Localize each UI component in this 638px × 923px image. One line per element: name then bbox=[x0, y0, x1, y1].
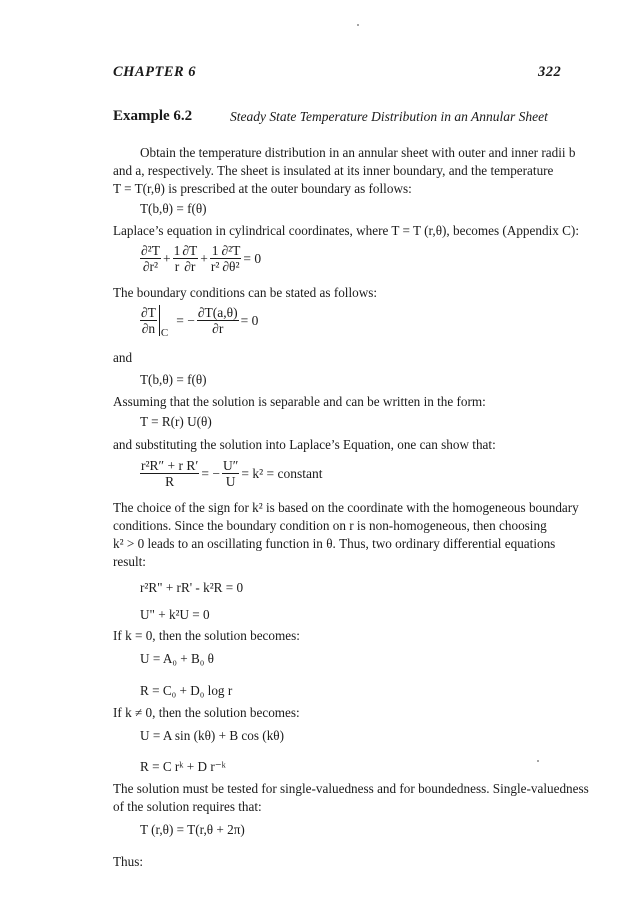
ode-u: U" + k²U = 0 bbox=[140, 607, 210, 622]
denominator: R bbox=[165, 474, 175, 489]
denominator: ∂r bbox=[212, 321, 224, 336]
page-number: 322 bbox=[538, 64, 562, 80]
contour-subscript: C bbox=[160, 327, 169, 339]
fraction bbox=[210, 243, 221, 274]
single-line-2: of the solution requires that: bbox=[113, 799, 262, 814]
intro-line-3: T = T(r,θ) is prescribed at the outer boundary as follows: bbox=[113, 181, 412, 196]
numerator: ∂T(a,θ) bbox=[197, 305, 238, 320]
choice-line-3: k² > 0 leads to an oscillating function in θ. Thus, two ordinary differential equations bbox=[113, 536, 556, 551]
scan-speck bbox=[357, 24, 359, 26]
numerator: ∂T bbox=[141, 305, 156, 320]
equals-minus: = − bbox=[176, 312, 195, 328]
denominator: ∂r bbox=[184, 259, 196, 274]
denominator: r² bbox=[210, 259, 220, 274]
denominator: ∂θ² bbox=[222, 259, 240, 274]
separated-equation bbox=[140, 458, 325, 489]
laplace-intro: Laplace’s equation in cylindrical coordinates, where T = T (r,θ), becomes (Appendix C): bbox=[113, 223, 579, 238]
k-nonzero-text: If k ≠ 0, then the solution becomes: bbox=[113, 705, 300, 720]
numerator: ∂T bbox=[182, 243, 198, 258]
plus-sign: + bbox=[162, 250, 171, 266]
denominator: ∂r² bbox=[142, 259, 159, 274]
numerator: ∂²T bbox=[141, 243, 160, 258]
k-nonzero-u: U = A sin (kθ) + B cos (kθ) bbox=[140, 728, 284, 743]
choice-line-2: conditions. Since the boundary condition on r is non-homogeneous, then choosing bbox=[113, 518, 547, 533]
and-word: and bbox=[113, 350, 133, 365]
substituting-text: and substituting the solution into Laplace’s Equation, one can show that: bbox=[113, 437, 496, 452]
choice-line-4: result: bbox=[113, 554, 146, 569]
laplace-equation bbox=[140, 243, 263, 274]
numerator: 1 bbox=[173, 243, 181, 258]
bc-inner-equation bbox=[140, 305, 260, 339]
intro-line-1: Obtain the temperature distribution in an annular sheet with outer and inner radii b bbox=[140, 145, 576, 160]
bc-outer-equation-2: T(b,θ) = f(θ) bbox=[140, 372, 207, 387]
chapter-heading: CHAPTER 6 bbox=[113, 64, 197, 80]
example-title: Steady State Temperature Distribution in an Annular Sheet bbox=[230, 109, 548, 124]
denominator: ∂n bbox=[141, 321, 156, 336]
fraction bbox=[173, 243, 182, 274]
bc-outer-equation: T(b,θ) = f(θ) bbox=[140, 201, 207, 216]
numerator: U″ bbox=[222, 458, 239, 473]
separable-form: T = R(r) U(θ) bbox=[140, 414, 212, 429]
fraction bbox=[140, 243, 161, 274]
fraction bbox=[222, 458, 239, 489]
equals-minus: = − bbox=[201, 465, 220, 481]
numerator: 1 bbox=[211, 243, 219, 258]
equals-constant: = k² = constant bbox=[241, 465, 323, 481]
fraction bbox=[197, 305, 239, 336]
fraction bbox=[140, 458, 199, 489]
k-zero-u: U = A₀ + B₀ θ bbox=[140, 651, 214, 666]
intro-line-2: and a, respectively. The sheet is insulated at its inner boundary, and the temperature bbox=[113, 163, 554, 178]
denominator: r bbox=[174, 259, 180, 274]
fraction bbox=[181, 243, 198, 274]
scan-speck bbox=[537, 760, 539, 762]
fraction bbox=[220, 243, 241, 274]
periodicity-equation: T (r,θ) = T(r,θ + 2π) bbox=[140, 822, 245, 837]
denominator: U bbox=[225, 474, 236, 489]
equals-zero: = 0 bbox=[240, 312, 259, 328]
thus-word: Thus: bbox=[113, 854, 144, 869]
equals-zero: = 0 bbox=[243, 250, 262, 266]
bc-intro: The boundary conditions can be stated as follows: bbox=[113, 285, 378, 300]
single-line-1: The solution must be tested for single-valuedness and for boundedness. Single-valuedness bbox=[113, 781, 589, 796]
separable-text: Assuming that the solution is separable and can be written in the form: bbox=[113, 394, 486, 409]
numerator: r²R″ + r R′ bbox=[141, 458, 199, 473]
ode-r: r²R" + rR' - k²R = 0 bbox=[140, 580, 244, 595]
k-zero-r: R = C₀ + D₀ log r bbox=[140, 683, 233, 698]
fraction bbox=[140, 305, 160, 336]
k-nonzero-r: R = C rᵏ + D r⁻ᵏ bbox=[140, 759, 226, 774]
example-number: Example 6.2 bbox=[113, 108, 193, 124]
k-zero-text: If k = 0, then the solution becomes: bbox=[113, 628, 300, 643]
numerator: ∂²T bbox=[221, 243, 241, 258]
plus-sign: + bbox=[200, 250, 208, 266]
choice-line-1: The choice of the sign for k² is based on the coordinate with the homogeneous boundary bbox=[113, 500, 579, 515]
